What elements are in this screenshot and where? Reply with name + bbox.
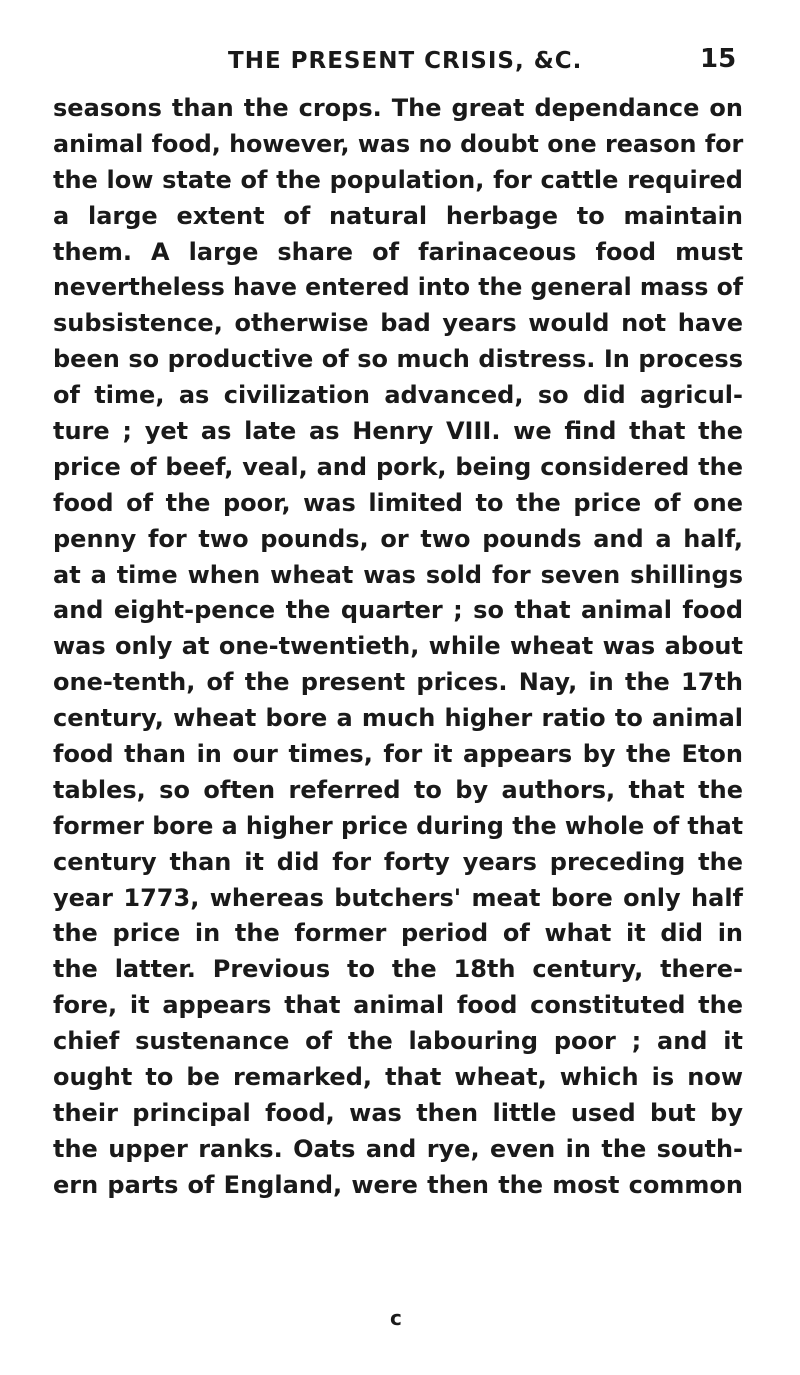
- text-line: them. A large share of farinaceous food must: [53, 237, 743, 266]
- text-line: ought to be remarked, that wheat, which is now: [53, 1063, 743, 1092]
- text-line: century than it did for forty years preceding the: [53, 847, 743, 876]
- text-line: subsistence, otherwise bad years would not have: [53, 309, 743, 338]
- text-line: former bore a higher price during the whole of that: [53, 811, 744, 840]
- text-line: food than in our times, for it appears by the Eton: [53, 740, 743, 769]
- text-line: one-tenth, of the present prices. Nay, in the 17th: [53, 668, 743, 697]
- text-line: year 1773, whereas butchers' meat bore only half: [53, 883, 743, 912]
- text-line: their principal food, was then little used but by: [53, 1098, 743, 1127]
- text-line: nevertheless have entered into the general mass of: [53, 273, 743, 302]
- text-line: food of the poor, was limited to the price of one: [53, 488, 743, 517]
- text-line: and eight-pence the quarter ; so that animal food: [53, 596, 743, 625]
- text-line: century, wheat bore a much higher ratio to animal: [53, 704, 743, 733]
- text-line: seasons than the crops. The great dependance on: [53, 94, 743, 122]
- text-line: at a time when wheat was sold for seven shillings: [53, 560, 743, 589]
- text-line: was only at one-twentieth, while wheat was about: [53, 632, 743, 661]
- text-line: a large extent of natural herbage to maintain: [53, 201, 743, 230]
- running-title: THE PRESENT CRISIS, &C.: [228, 48, 583, 74]
- text-line: of time, as civilization advanced, so did agricul-: [53, 381, 743, 410]
- text-line: ern parts of England, were then the most common: [53, 1170, 743, 1199]
- text-line: chief sustenance of the labouring poor ; and it: [53, 1027, 743, 1056]
- page-number: 15: [700, 44, 737, 74]
- text-line: fore, it appears that animal food constituted the: [53, 991, 743, 1020]
- text-line: the upper ranks. Oats and rye, even in the south-: [53, 1134, 743, 1163]
- text-line: been so productive of so much distress. In process: [53, 345, 743, 374]
- text-line: the low state of the population, for cattle required: [53, 165, 743, 194]
- text-line: penny for two pounds, or two pounds and a half,: [53, 524, 743, 553]
- text-line: tables, so often referred to by authors, that the: [53, 775, 743, 804]
- text-line: ture ; yet as late as Henry VIII. we find that the: [53, 417, 743, 446]
- signature-mark: c: [390, 1306, 402, 1330]
- text-line: animal food, however, was no doubt one reason for: [53, 129, 744, 158]
- text-line: the price in the former period of what it did in: [53, 919, 743, 948]
- body-text: [53, 91, 743, 1204]
- text-line: price of beef, veal, and pork, being considered the: [53, 452, 743, 481]
- text-line: the latter. Previous to the 18th century, there-: [53, 955, 743, 984]
